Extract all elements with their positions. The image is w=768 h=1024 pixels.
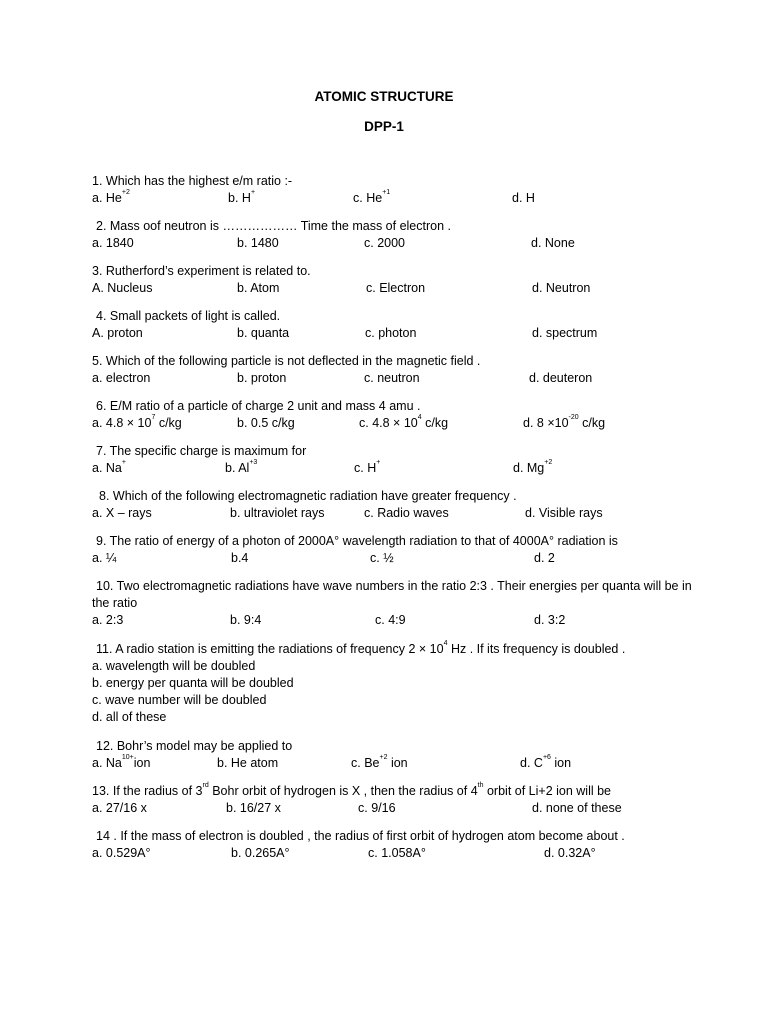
option-d: d. Neutron [532,281,591,295]
option-c: c. $Be^{+2}$ ion [351,754,408,770]
question-3-stem: 3. Rutherford’s experiment is related to. [92,264,311,278]
option-b: b. Atom [237,281,280,295]
document-title: ATOMIC STRUCTURE [314,89,454,104]
option-d: d. H [512,191,535,205]
question-4-options [92,325,692,342]
option-c: c. photon [365,326,417,340]
question-12-stem: 12. Bohr’s model may be applied to [96,739,293,753]
option-a: a. X – rays [92,506,152,520]
option-a: a. ¼ [92,551,117,565]
option-c: c. ½ [370,551,394,565]
question-13-options [92,800,692,817]
option-b: b. ultraviolet rays [230,506,325,520]
option-a: a. wavelength will be doubled [92,659,256,673]
option-d: d. $8 \times 10^{-20}$ c/kg [523,414,606,430]
question-10-options [92,612,692,629]
question-9-stem: 9. The ratio of energy of a photon of 2000A° wavelength radiation to that of 4000A° radiation is [96,534,618,548]
option-d: d. spectrum [532,326,598,340]
option-a: A. Nucleus [92,281,153,295]
question-7-options [92,460,692,477]
document-subtitle: DPP-1 [364,119,404,134]
option-a: a. Na+ [92,459,126,475]
option-c: c. 4:9 [375,613,406,627]
option-d: d. 0.32A° [544,846,596,860]
option-a: a. 2:3 [92,613,124,627]
option-a: a. $He^{+2}$ [92,189,130,205]
option-a: A. proton [92,326,143,340]
option-c: c. neutron [364,371,420,385]
option-b: b. 1480 [237,236,279,250]
question-14-stem: 14 . If the mass of electron is doubled , the radius of first orbit of hydrogen atom become about . [96,829,625,843]
option-c: c. wave number will be doubled [92,693,267,707]
option-c: c. 2000 [364,236,406,250]
option-d: d. 2 [534,551,555,565]
question-13 [92,783,692,817]
question-6 [92,398,692,432]
question-5-options [92,370,692,387]
option-a: a. $Na^{10+}ion$ [92,754,151,770]
option-a: a. $4.8 \times 10^7$ c/kg [92,414,182,430]
option-b: b. 0.265A° [231,846,290,860]
option-d: d. 3:2 [534,613,566,627]
question-1-options [92,190,692,207]
option-d: d. None [531,236,575,250]
option-c: c. $He^{+1}$ [353,189,391,205]
question-7 [92,443,692,477]
question-9 [92,533,692,567]
option-a: a. 0.529A° [92,846,151,860]
question-11-stem: 11. A radio station is emitting the radiations of frequency $2 \times 10^4$ Hz . If its frequency is doubled . [96,640,626,656]
question-10 [92,578,692,629]
option-c: c. Radio waves [364,506,449,520]
question-5-stem: 5. Which of the following particle is not deflected in the magnetic field . [92,354,481,368]
option-b: b. He atom [217,756,279,770]
question-14 [92,828,692,862]
option-c: c. Electron [366,281,426,295]
option-b: b.4 [231,551,249,565]
question-6-stem: 6. E/M ratio of a particle of charge 2 unit and mass 4 amu . [96,399,421,413]
question-7-stem: 7. The specific charge is maximum for [96,444,307,458]
option-b: b. quanta [237,326,290,340]
option-d: d. deuteron [529,371,593,385]
option-b: b. H+ [228,189,256,205]
question-3 [92,263,692,297]
question-11 [92,641,692,726]
option-a: a. electron [92,371,151,385]
question-2-stem: 2. Mass oof neutron is ……………… Time the mass of electron . [96,219,451,233]
question-9-options [92,550,692,567]
question-2-options [92,235,692,252]
option-b: b. 9:4 [230,613,262,627]
question-13-stem: 13. If the radius of 3rd Bohr orbit of hydrogen is X , then the radius of 4th orbit of Li+2 ion will be [92,782,612,798]
option-d: d. all of these [92,710,167,724]
option-c: c. $4.8 \times 10^4$ c/kg [359,414,449,430]
option-d: d. none of these [532,801,622,815]
option-d: d. Visible rays [525,506,603,520]
question-8-options [92,505,692,522]
option-b: b. energy per quanta will be doubled [92,676,294,690]
option-c: c. 1.058A° [368,846,426,860]
question-1-stem: 1. Which has the highest e/m ratio :- [92,174,293,188]
option-c: c. H+ [354,459,381,475]
option-b: b. 0.5 c/kg [237,416,295,430]
option-b: b. proton [237,371,287,385]
option-a: a. 27/16 x [92,801,147,815]
question-8 [92,488,692,522]
option-b: b. $Al^{+3}$ [225,459,258,475]
question-5 [92,353,692,387]
question-12 [92,738,692,772]
option-b: b. 16/27 x [226,801,281,815]
option-d: d. $Mg^{+2}$ [513,459,553,475]
question-8-stem: 8. Which of the following electromagnetic radiation have greater frequency . [99,489,517,503]
question-1 [92,173,692,207]
question-3-options [92,280,692,297]
question-4 [92,308,692,342]
question-2 [92,218,692,252]
question-10-stem: 10. Two electromagnetic radiations have wave numbers in the ratio 2:3 . Their energies per quanta will be in the ratio [92,579,692,610]
option-d: d. $C^{+6}$ ion [520,754,572,770]
question-6-options [92,415,692,432]
question-12-options [92,755,692,772]
question-4-stem: 4. Small packets of light is called. [96,309,281,323]
option-c: c. 9/16 [358,801,396,815]
question-14-options [92,845,692,862]
question-11-options [92,658,692,726]
option-a: a. 1840 [92,236,134,250]
